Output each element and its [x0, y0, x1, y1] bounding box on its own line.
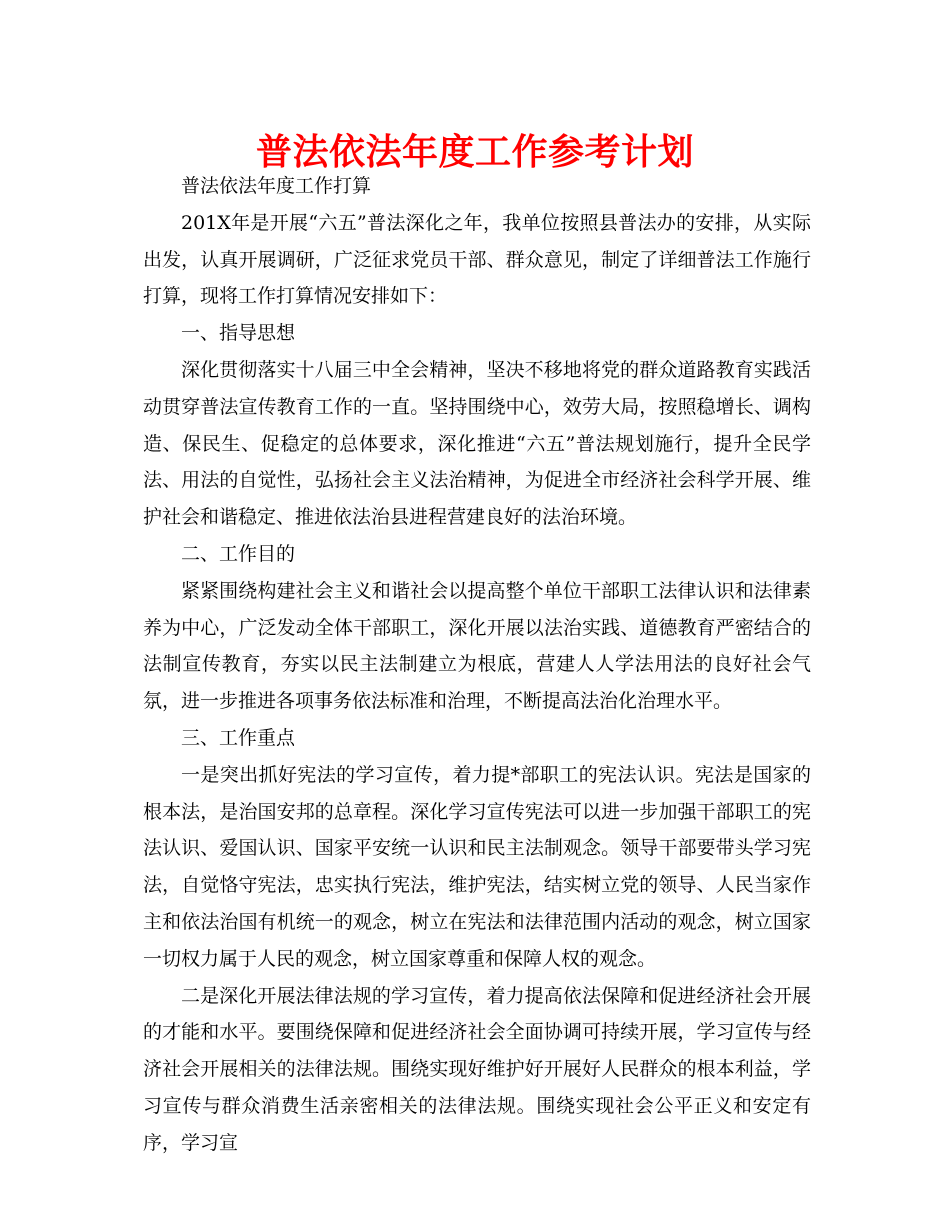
- paragraph-intro: 201X年是开展“六五”普法深化之年，我单位按照县普法办的安排，从实际出发，认真开展调研，广泛征求党员干部、群众意见，制定了详细普法工作施行打算，现将工作打算情况安排如下：: [143, 211, 811, 308]
- document-title: 普法依法年度工作参考计划: [255, 131, 694, 173]
- paragraph-subtitle: 普法依法年度工作打算: [181, 175, 372, 197]
- paragraph-guiding-thought: 深化贯彻落实十八届三中全会精神，坚决不移地将党的群众道路教育实践活动贯穿普法宣传教育工作的一直。坚持围绕中心，效劳大局，按照稳增长、调构造、保民生、促稳定的总体要求，深化推进“六五”普法规划施行，提升全民学法、用法的自觉性，弘扬社会主义法治精神，为促进全市经济社会科学开展、维护社会和谐稳定、推进依法治县进程营建良好的法治环境。: [143, 358, 811, 529]
- paragraph-work-goal: 紧紧围绕构建社会主义和谐社会以提高整个单位干部职工法律认识和法律素养为中心，广泛发动全体干部职工，深化开展以法治实践、道德教育严密结合的法制宣传教育，夯实以民主法制建立为根底，营建人人学法用法的良好社会气氛，进一步推进各项事务依法标准和治理，不断提高法治化治理水平。: [143, 579, 811, 713]
- document-body: [143, 168, 811, 1162]
- section-heading-work-focus: 三、工作重点: [181, 726, 296, 749]
- paragraph-focus-two: 二是深化开展法律法规的学习宣传，着力提高依法保障和促进经济社会开展的才能和水平。要围绕保障和促进经济社会全面协调可持续开展，学习宣传与经济社会开展相关的法律法规。围绕实现好维护好开展好人民群众的根本利益，学习宣传与群众消费生活亲密相关的法律法规。围绕实现社会公平正义和安定有序，学习宣: [143, 984, 811, 1154]
- section-heading-guiding-thought: 一、指导思想: [181, 322, 296, 345]
- section-heading-work-goal: 二、工作目的: [181, 542, 296, 565]
- paragraph-focus-one: 一是突出抓好宪法的学习宣传，着力提*部职工的宪法认识。宪法是国家的根本法，是治国安邦的总章程。深化学习宣传宪法可以进一步加强干部职工的宪法认识、爱国认识、国家平安统一认识和民主法制观念。领导干部要带头学习宪法，自觉恪守宪法，忠实执行宪法，维护宪法，结实树立党的领导、人民当家作主和依法治国有机统一的观念，树立在宪法和法律范围内活动的观念，树立国家一切权力属于人民的观念，树立国家尊重和保障人权的观念。: [143, 763, 811, 970]
